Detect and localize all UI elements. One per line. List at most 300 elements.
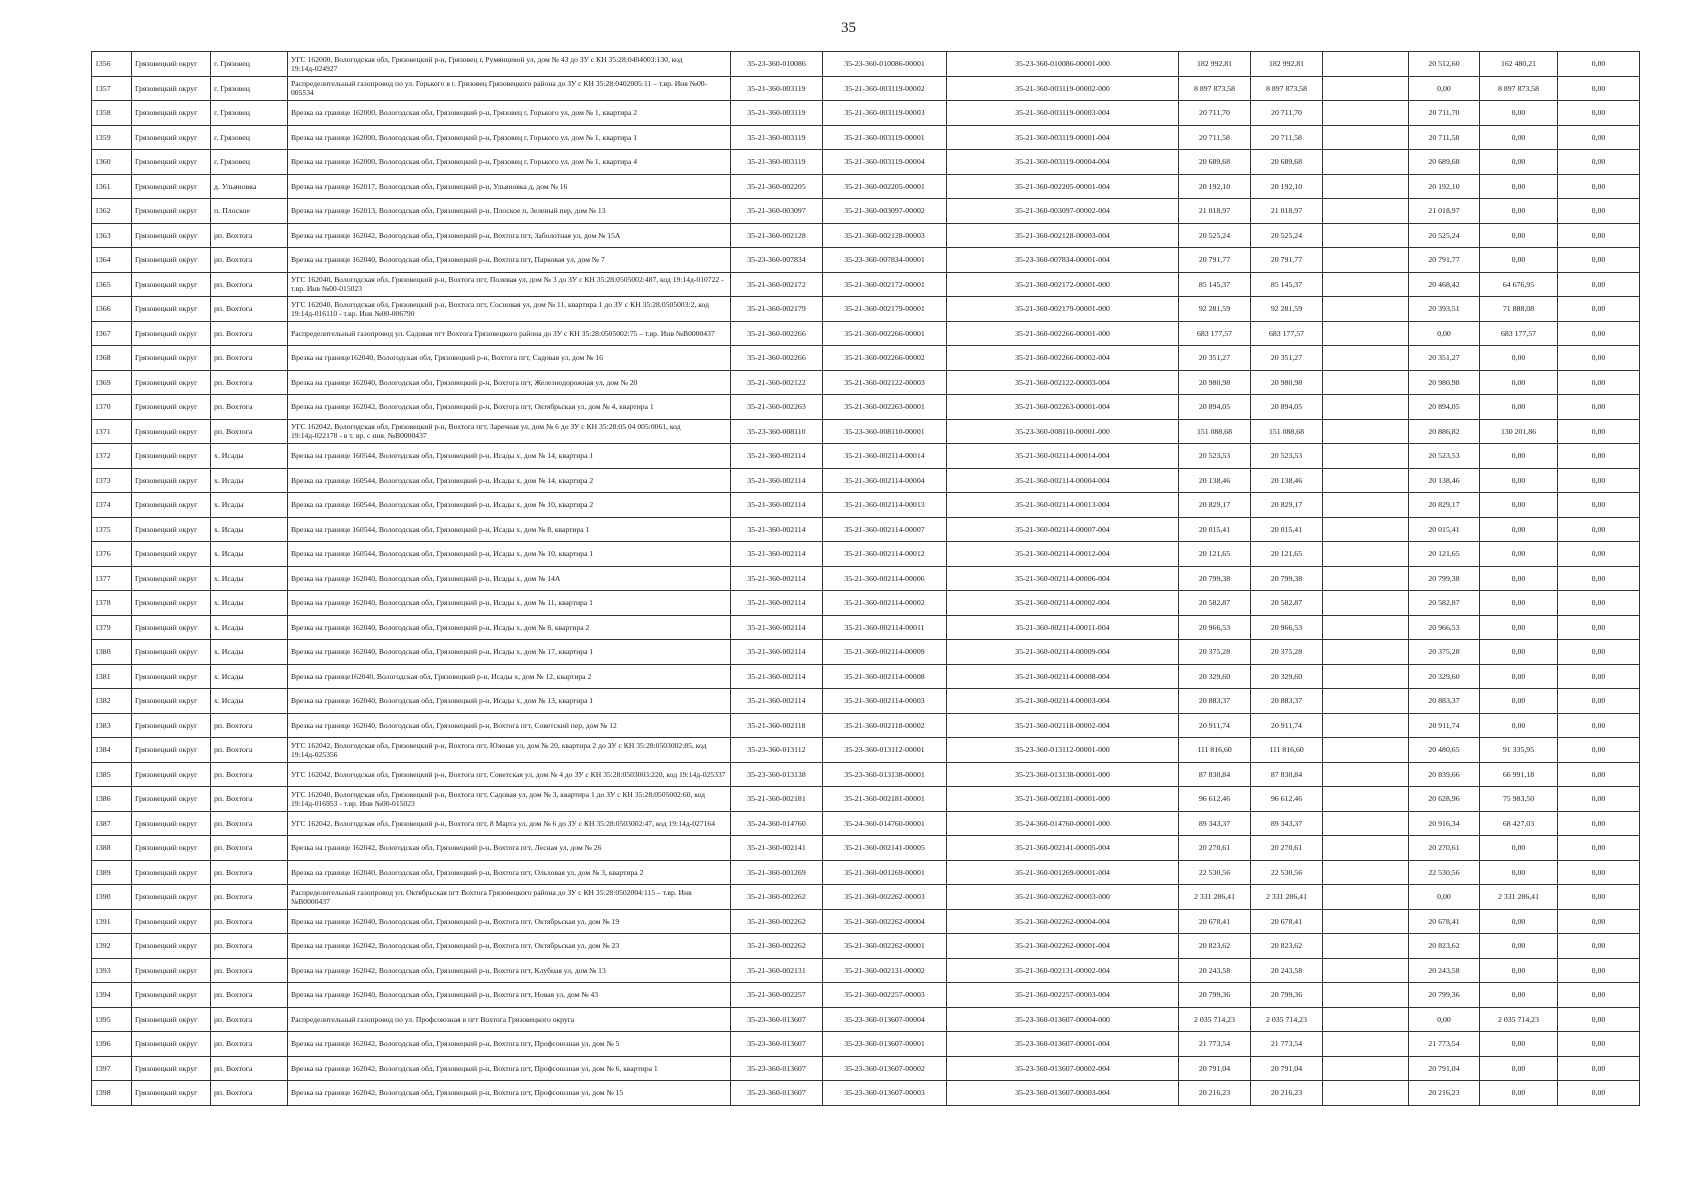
reserve-cell [1323,248,1409,273]
inventory-number-cell: 35-21-360-003119-00002-000 [947,76,1179,101]
reserve-cell [1323,468,1409,493]
row-number-cell: 1367 [92,321,132,346]
object-code-cell: 35-21-360-002128 [731,223,823,248]
network-cost-cell: 0,00 [1480,248,1558,273]
tie-in-cost-cell: 20 525,24 [1409,223,1480,248]
object-code-cell: 35-24-360-014760 [731,811,823,836]
amortization-cell: 0,00 [1558,860,1640,885]
book-value-cell: 20 711,70 [1251,101,1323,126]
initial-cost-cell: 20 791,77 [1179,248,1251,273]
district-cell: Грязовецкий округ [132,591,211,616]
book-value-cell: 182 992,81 [1251,52,1323,77]
tie-in-cost-cell: 0,00 [1409,885,1480,910]
book-value-cell: 20 799,38 [1251,566,1323,591]
object-code-cell: 35-21-360-003097 [731,199,823,224]
book-value-cell: 20 375,28 [1251,640,1323,665]
inventory-number-cell: 35-23-360-013138-00001-000 [947,762,1179,787]
row-number-cell: 1388 [92,836,132,861]
inventory-number-cell: 35-21-360-003119-00003-004 [947,101,1179,126]
object-code-cell: 35-21-360-002257 [731,983,823,1008]
object-id-cell: 35-21-360-003119-00003 [823,101,947,126]
locality-cell: рп. Вохтога [211,272,288,297]
object-id-cell: 35-23-360-008110-00001 [823,419,947,444]
district-cell: Грязовецкий округ [132,468,211,493]
amortization-cell: 0,00 [1558,517,1640,542]
row-number-cell: 1384 [92,738,132,763]
book-value-cell: 89 343,37 [1251,811,1323,836]
tie-in-cost-cell: 20 711,70 [1409,101,1480,126]
object-description-cell: Врезка на границе 162042, Вологодская обл, Грязовецкий р-н, Вохтога пгт, Октябрьская ул, дом № 4, квартира 1 [288,395,731,420]
book-value-cell: 20 823,62 [1251,934,1323,959]
amortization-cell: 0,00 [1558,199,1640,224]
row-number-cell: 1387 [92,811,132,836]
initial-cost-cell: 182 992,81 [1179,52,1251,77]
row-number-cell: 1373 [92,468,132,493]
reserve-cell [1323,885,1409,910]
inventory-number-cell: 35-21-360-002141-00005-004 [947,836,1179,861]
book-value-cell: 20 270,61 [1251,836,1323,861]
object-id-cell: 35-21-360-002114-00008 [823,664,947,689]
table-row [92,860,1640,885]
object-id-cell: 35-23-360-013607-00003 [823,1081,947,1106]
table-row [92,370,1640,395]
book-value-cell: 8 897 873,58 [1251,76,1323,101]
district-cell: Грязовецкий округ [132,395,211,420]
reserve-cell [1323,321,1409,346]
object-id-cell: 35-21-360-002262-00003 [823,885,947,910]
object-description-cell: Врезка на границе 162042, Вологодская обл, Грязовецкий р-н, Вохтога пгт, Клубная ул, дом № 13 [288,958,731,983]
initial-cost-cell: 20 243,58 [1179,958,1251,983]
object-code-cell: 35-23-360-013607 [731,1056,823,1081]
book-value-cell: 20 192,10 [1251,174,1323,199]
tie-in-cost-cell: 20 192,10 [1409,174,1480,199]
locality-cell: рп. Вохтога [211,836,288,861]
inventory-number-cell: 35-21-360-002114-00004-004 [947,468,1179,493]
initial-cost-cell: 20 138,46 [1179,468,1251,493]
object-id-cell: 35-21-360-003119-00002 [823,76,947,101]
row-number-cell: 1360 [92,150,132,175]
inventory-number-cell: 35-23-360-013607-00002-004 [947,1056,1179,1081]
locality-cell: х. Исады [211,566,288,591]
amortization-cell: 0,00 [1558,321,1640,346]
amortization-cell: 0,00 [1558,811,1640,836]
book-value-cell: 151 088,68 [1251,419,1323,444]
amortization-cell: 0,00 [1558,934,1640,959]
row-number-cell: 1383 [92,713,132,738]
locality-cell: рп. Вохтога [211,395,288,420]
network-cost-cell: 75 983,50 [1480,787,1558,812]
reserve-cell [1323,836,1409,861]
amortization-cell: 0,00 [1558,787,1640,812]
locality-cell: х. Исады [211,493,288,518]
inventory-number-cell: 35-21-360-002118-00002-004 [947,713,1179,738]
table-row [92,689,1640,714]
tie-in-cost-cell: 20 839,66 [1409,762,1480,787]
tie-in-cost-cell: 20 823,62 [1409,934,1480,959]
object-id-cell: 35-21-360-003119-00004 [823,150,947,175]
reserve-cell [1323,909,1409,934]
network-cost-cell: 0,00 [1480,199,1558,224]
locality-cell: рп. Вохтога [211,1056,288,1081]
object-code-cell: 35-21-360-003119 [731,76,823,101]
book-value-cell: 20 351,27 [1251,346,1323,371]
reserve-cell [1323,1007,1409,1032]
object-description-cell: Врезка на границе 162042, Вологодская обл, Грязовецкий р-н, Вохтога пгт, Лесная ул, дом № 26 [288,836,731,861]
locality-cell: х. Исады [211,640,288,665]
locality-cell: г. Грязовец [211,125,288,150]
object-description-cell: Врезка на границе 162040, Вологодская обл, Грязовецкий р-н, Исады х, дом № 11, квартира 1 [288,591,731,616]
row-number-cell: 1366 [92,297,132,322]
object-code-cell: 35-21-360-002179 [731,297,823,322]
district-cell: Грязовецкий округ [132,934,211,959]
row-number-cell: 1378 [92,591,132,616]
object-description-cell: УГС 162042, Вологодская обл, Грязовецкий р-н, Вохтога пгт, Заречная ул, дом № 6 до ЗУ с КН 35:28:05 04 005:0061, код 19:14д-022178 - в т. вр. с инв. №В0000437 [288,419,731,444]
object-description-cell: Врезка на границе 160544, Вологодская обл, Грязовецкий р-н, Исады х, дом № 10, квартира 1 [288,542,731,567]
object-code-cell: 35-21-360-002262 [731,885,823,910]
network-cost-cell: 0,00 [1480,1081,1558,1106]
network-cost-cell: 0,00 [1480,909,1558,934]
locality-cell: х. Исады [211,468,288,493]
initial-cost-cell: 20 216,23 [1179,1081,1251,1106]
network-cost-cell: 71 888,08 [1480,297,1558,322]
inventory-number-cell: 35-21-360-002114-00003-004 [947,689,1179,714]
table-row [92,591,1640,616]
reserve-cell [1323,346,1409,371]
tie-in-cost-cell: 20 678,41 [1409,909,1480,934]
network-cost-cell: 162 480,21 [1480,52,1558,77]
object-description-cell: УГС 162042, Вологодская обл, Грязовецкий р-н, Вохтога пгт, Южная ул, дом № 20, квартира 2 до ЗУ с КН 35:28:0503002:85, код 19:14д-025356 [288,738,731,763]
network-cost-cell: 0,00 [1480,566,1558,591]
object-id-cell: 35-21-360-003097-00002 [823,199,947,224]
reserve-cell [1323,199,1409,224]
tie-in-cost-cell: 20 883,37 [1409,689,1480,714]
tie-in-cost-cell: 20 799,36 [1409,983,1480,1008]
table-row [92,444,1640,469]
initial-cost-cell: 2 331 286,41 [1179,885,1251,910]
object-code-cell: 35-21-360-003119 [731,125,823,150]
book-value-cell: 20 829,17 [1251,493,1323,518]
reserve-cell [1323,101,1409,126]
network-cost-cell: 8 897 873,58 [1480,76,1558,101]
tie-in-cost-cell: 20 270,61 [1409,836,1480,861]
initial-cost-cell: 20 966,53 [1179,615,1251,640]
object-id-cell: 35-21-360-002262-00004 [823,909,947,934]
district-cell: Грязовецкий округ [132,811,211,836]
initial-cost-cell: 20 689,68 [1179,150,1251,175]
initial-cost-cell: 20 375,28 [1179,640,1251,665]
tie-in-cost-cell: 20 791,77 [1409,248,1480,273]
inventory-number-cell: 35-21-360-002114-00012-004 [947,542,1179,567]
row-number-cell: 1398 [92,1081,132,1106]
row-number-cell: 1385 [92,762,132,787]
locality-cell: рп. Вохтога [211,958,288,983]
object-id-cell: 35-23-360-013607-00004 [823,1007,947,1032]
reserve-cell [1323,713,1409,738]
object-description-cell: Врезка на границе 162040, Вологодская обл, Грязовецкий р-н, Вохтога пгт, Новая ул, дом № 43 [288,983,731,1008]
locality-cell: рп. Вохтога [211,983,288,1008]
object-description-cell: УГС 162000, Вологодская обл, Грязовецкий р-н, Грязовец г, Румянцевой ул, дом № 43 до ЗУ с КН 35:28:0404003:130, код 19:14д-024927 [288,52,731,77]
initial-cost-cell: 111 816,60 [1179,738,1251,763]
tie-in-cost-cell: 20 351,27 [1409,346,1480,371]
object-id-cell: 35-21-360-002114-00009 [823,640,947,665]
district-cell: Грязовецкий округ [132,272,211,297]
table-row [92,542,1640,567]
object-id-cell: 35-23-360-013138-00001 [823,762,947,787]
amortization-cell: 0,00 [1558,468,1640,493]
object-id-cell: 35-24-360-014760-00001 [823,811,947,836]
district-cell: Грязовецкий округ [132,419,211,444]
network-cost-cell: 0,00 [1480,346,1558,371]
object-description-cell: УГС 162042, Вологодская обл, Грязовецкий р-н, Вохтога пгт, 8 Марта ул, дом № 6 до ЗУ с КН 35:28:0503002:47, код 19:14д-027164 [288,811,731,836]
district-cell: Грязовецкий округ [132,689,211,714]
initial-cost-cell: 87 830,84 [1179,762,1251,787]
amortization-cell: 0,00 [1558,615,1640,640]
amortization-cell: 0,00 [1558,419,1640,444]
network-cost-cell: 683 177,57 [1480,321,1558,346]
inventory-number-cell: 35-21-360-003119-00001-004 [947,125,1179,150]
network-cost-cell: 0,00 [1480,958,1558,983]
network-cost-cell: 2 331 286,41 [1480,885,1558,910]
row-number-cell: 1362 [92,199,132,224]
book-value-cell: 683 177,57 [1251,321,1323,346]
row-number-cell: 1389 [92,860,132,885]
amortization-cell: 0,00 [1558,664,1640,689]
inventory-number-cell: 35-21-360-002131-00002-004 [947,958,1179,983]
object-id-cell: 35-21-360-002114-00006 [823,566,947,591]
network-cost-cell: 0,00 [1480,591,1558,616]
district-cell: Грязовецкий округ [132,909,211,934]
reserve-cell [1323,52,1409,77]
reserve-cell [1323,566,1409,591]
object-code-cell: 35-21-360-002114 [731,566,823,591]
district-cell: Грязовецкий округ [132,76,211,101]
inventory-number-cell: 35-21-360-002205-00001-004 [947,174,1179,199]
table-row [92,983,1640,1008]
book-value-cell: 20 015,41 [1251,517,1323,542]
row-number-cell: 1356 [92,52,132,77]
locality-cell: рп. Вохтога [211,248,288,273]
amortization-cell: 0,00 [1558,762,1640,787]
initial-cost-cell: 20 829,17 [1179,493,1251,518]
initial-cost-cell: 21 773,54 [1179,1032,1251,1057]
tie-in-cost-cell: 20 523,53 [1409,444,1480,469]
object-code-cell: 35-21-360-002172 [731,272,823,297]
tie-in-cost-cell: 20 916,34 [1409,811,1480,836]
locality-cell: рп. Вохтога [211,885,288,910]
table-row [92,76,1640,101]
reserve-cell [1323,1032,1409,1057]
reserve-cell [1323,272,1409,297]
initial-cost-cell: 683 177,57 [1179,321,1251,346]
district-cell: Грязовецкий округ [132,493,211,518]
book-value-cell: 20 883,37 [1251,689,1323,714]
district-cell: Грязовецкий округ [132,1007,211,1032]
book-value-cell: 2 331 286,41 [1251,885,1323,910]
book-value-cell: 21 773,54 [1251,1032,1323,1057]
amortization-cell: 0,00 [1558,297,1640,322]
table-row [92,909,1640,934]
network-cost-cell: 0,00 [1480,493,1558,518]
inventory-number-cell: 35-21-360-002128-00003-004 [947,223,1179,248]
object-description-cell: Распределительный газопровод ул. Садовая пгт Вохтога Грязовецкого района до ЗУ с КН 35:28:0505002:75 – т.вр. Инв №В0000437 [288,321,731,346]
object-description-cell: Врезка на границе 160544, Вологодская обл, Грязовецкий р-н, Исады х, дом № 14, квартира 2 [288,468,731,493]
table-row [92,346,1640,371]
initial-cost-cell: 20 015,41 [1179,517,1251,542]
network-cost-cell: 0,00 [1480,542,1558,567]
object-id-cell: 35-21-360-002114-00007 [823,517,947,542]
amortization-cell: 0,00 [1558,983,1640,1008]
initial-cost-cell: 20 582,87 [1179,591,1251,616]
initial-cost-cell: 20 911,74 [1179,713,1251,738]
reserve-cell [1323,150,1409,175]
reserve-cell [1323,419,1409,444]
row-number-cell: 1368 [92,346,132,371]
network-cost-cell: 0,00 [1480,983,1558,1008]
book-value-cell: 96 612,46 [1251,787,1323,812]
amortization-cell: 0,00 [1558,272,1640,297]
table-body [92,52,1640,1106]
reserve-cell [1323,689,1409,714]
tie-in-cost-cell: 20 894,05 [1409,395,1480,420]
book-value-cell: 92 281,59 [1251,297,1323,322]
initial-cost-cell: 2 035 714,23 [1179,1007,1251,1032]
reserve-cell [1323,860,1409,885]
initial-cost-cell: 20 329,60 [1179,664,1251,689]
object-id-cell: 35-21-360-003119-00001 [823,125,947,150]
amortization-cell: 0,00 [1558,836,1640,861]
amortization-cell: 0,00 [1558,248,1640,273]
object-code-cell: 35-21-360-002205 [731,174,823,199]
tie-in-cost-cell: 20 711,58 [1409,125,1480,150]
district-cell: Грязовецкий округ [132,542,211,567]
object-description-cell: Врезка на границе 160544, Вологодская обл, Грязовецкий р-н, Исады х, дом № 10, квартира 2 [288,493,731,518]
book-value-cell: 20 966,53 [1251,615,1323,640]
inventory-number-cell: 35-23-360-010086-00001-000 [947,52,1179,77]
district-cell: Грязовецкий округ [132,125,211,150]
object-id-cell: 35-21-360-002128-00003 [823,223,947,248]
network-cost-cell: 0,00 [1480,1032,1558,1057]
district-cell: Грязовецкий округ [132,297,211,322]
object-id-cell: 35-21-360-002114-00011 [823,615,947,640]
object-code-cell: 35-23-360-013607 [731,1081,823,1106]
network-cost-cell: 68 427,03 [1480,811,1558,836]
district-cell: Грязовецкий округ [132,346,211,371]
object-id-cell: 35-21-360-002114-00003 [823,689,947,714]
row-number-cell: 1393 [92,958,132,983]
tie-in-cost-cell: 20 966,53 [1409,615,1480,640]
row-number-cell: 1361 [92,174,132,199]
table-row [92,101,1640,126]
object-id-cell: 35-21-360-002122-00003 [823,370,947,395]
initial-cost-cell: 20 523,53 [1179,444,1251,469]
locality-cell: рп. Вохтога [211,909,288,934]
table-row [92,664,1640,689]
district-cell: Грязовецкий округ [132,836,211,861]
network-cost-cell: 0,00 [1480,395,1558,420]
row-number-cell: 1369 [92,370,132,395]
book-value-cell: 21 018,97 [1251,199,1323,224]
inventory-number-cell: 35-23-360-013607-00001-004 [947,1032,1179,1057]
object-description-cell: Врезка на границе 162000, Вологодская обл, Грязовецкий р-н, Грязовец г, Горького ул, дом № 1, квартира 1 [288,125,731,150]
district-cell: Грязовецкий округ [132,860,211,885]
object-code-cell: 35-23-360-013112 [731,738,823,763]
table-row [92,811,1640,836]
object-description-cell: УГС 162042, Вологодская обл, Грязовецкий р-н, Вохтога пгт, Советская ул, дом № 4 до ЗУ с КН 35:28:0503003:220, код 19:14д-025337 [288,762,731,787]
network-cost-cell: 91 335,95 [1480,738,1558,763]
inventory-number-cell: 35-21-360-002172-00001-000 [947,272,1179,297]
reserve-cell [1323,174,1409,199]
asset-registry-table [91,51,1640,1106]
network-cost-cell: 0,00 [1480,615,1558,640]
initial-cost-cell: 20 711,70 [1179,101,1251,126]
inventory-number-cell: 35-21-360-002114-00013-004 [947,493,1179,518]
reserve-cell [1323,223,1409,248]
table-row [92,321,1640,346]
reserve-cell [1323,542,1409,567]
amortization-cell: 0,00 [1558,370,1640,395]
locality-cell: рп. Вохтога [211,738,288,763]
tie-in-cost-cell: 20 329,60 [1409,664,1480,689]
network-cost-cell: 0,00 [1480,836,1558,861]
reserve-cell [1323,1081,1409,1106]
locality-cell: рп. Вохтога [211,223,288,248]
book-value-cell: 20 216,23 [1251,1081,1323,1106]
initial-cost-cell: 20 799,36 [1179,983,1251,1008]
network-cost-cell: 0,00 [1480,444,1558,469]
reserve-cell [1323,615,1409,640]
network-cost-cell: 0,00 [1480,713,1558,738]
object-id-cell: 35-21-360-002114-00013 [823,493,947,518]
locality-cell: х. Исады [211,542,288,567]
amortization-cell: 0,00 [1558,738,1640,763]
inventory-number-cell: 35-21-360-002114-00007-004 [947,517,1179,542]
object-id-cell: 35-21-360-002179-00001 [823,297,947,322]
reserve-cell [1323,640,1409,665]
object-id-cell: 35-21-360-002141-00005 [823,836,947,861]
initial-cost-cell: 89 343,37 [1179,811,1251,836]
locality-cell: х. Исады [211,591,288,616]
object-id-cell: 35-21-360-002257-00003 [823,983,947,1008]
network-cost-cell: 0,00 [1480,640,1558,665]
row-number-cell: 1382 [92,689,132,714]
amortization-cell: 0,00 [1558,223,1640,248]
book-value-cell: 20 121,65 [1251,542,1323,567]
reserve-cell [1323,1056,1409,1081]
object-description-cell: Врезка на границе 162040, Вологодская обл, Грязовецкий р-н, Исады х, дом № 8, квартира 2 [288,615,731,640]
table-row [92,934,1640,959]
network-cost-cell: 0,00 [1480,174,1558,199]
object-description-cell: Врезка на границе 160544, Вологодская обл, Грязовецкий р-н, Исады х, дом № 14, квартира 1 [288,444,731,469]
inventory-number-cell: 35-23-360-013607-00003-004 [947,1081,1179,1106]
object-description-cell: Врезка на границе 162042, Вологодская обл, Грязовецкий р-н, Вохтога пгт, Профсоюзная ул, дом № 6, квартира 1 [288,1056,731,1081]
inventory-number-cell: 35-21-360-002122-00003-004 [947,370,1179,395]
locality-cell: х. Исады [211,664,288,689]
object-id-cell: 35-21-360-002266-00001 [823,321,947,346]
locality-cell: рп. Вохтога [211,787,288,812]
amortization-cell: 0,00 [1558,52,1640,77]
network-cost-cell: 0,00 [1480,517,1558,542]
object-code-cell: 35-21-360-002266 [731,321,823,346]
initial-cost-cell: 85 145,37 [1179,272,1251,297]
tie-in-cost-cell: 20 980,98 [1409,370,1480,395]
amortization-cell: 0,00 [1558,444,1640,469]
district-cell: Грязовецкий округ [132,517,211,542]
locality-cell: г. Грязовец [211,76,288,101]
network-cost-cell: 0,00 [1480,101,1558,126]
district-cell: Грязовецкий округ [132,52,211,77]
reserve-cell [1323,370,1409,395]
row-number-cell: 1357 [92,76,132,101]
